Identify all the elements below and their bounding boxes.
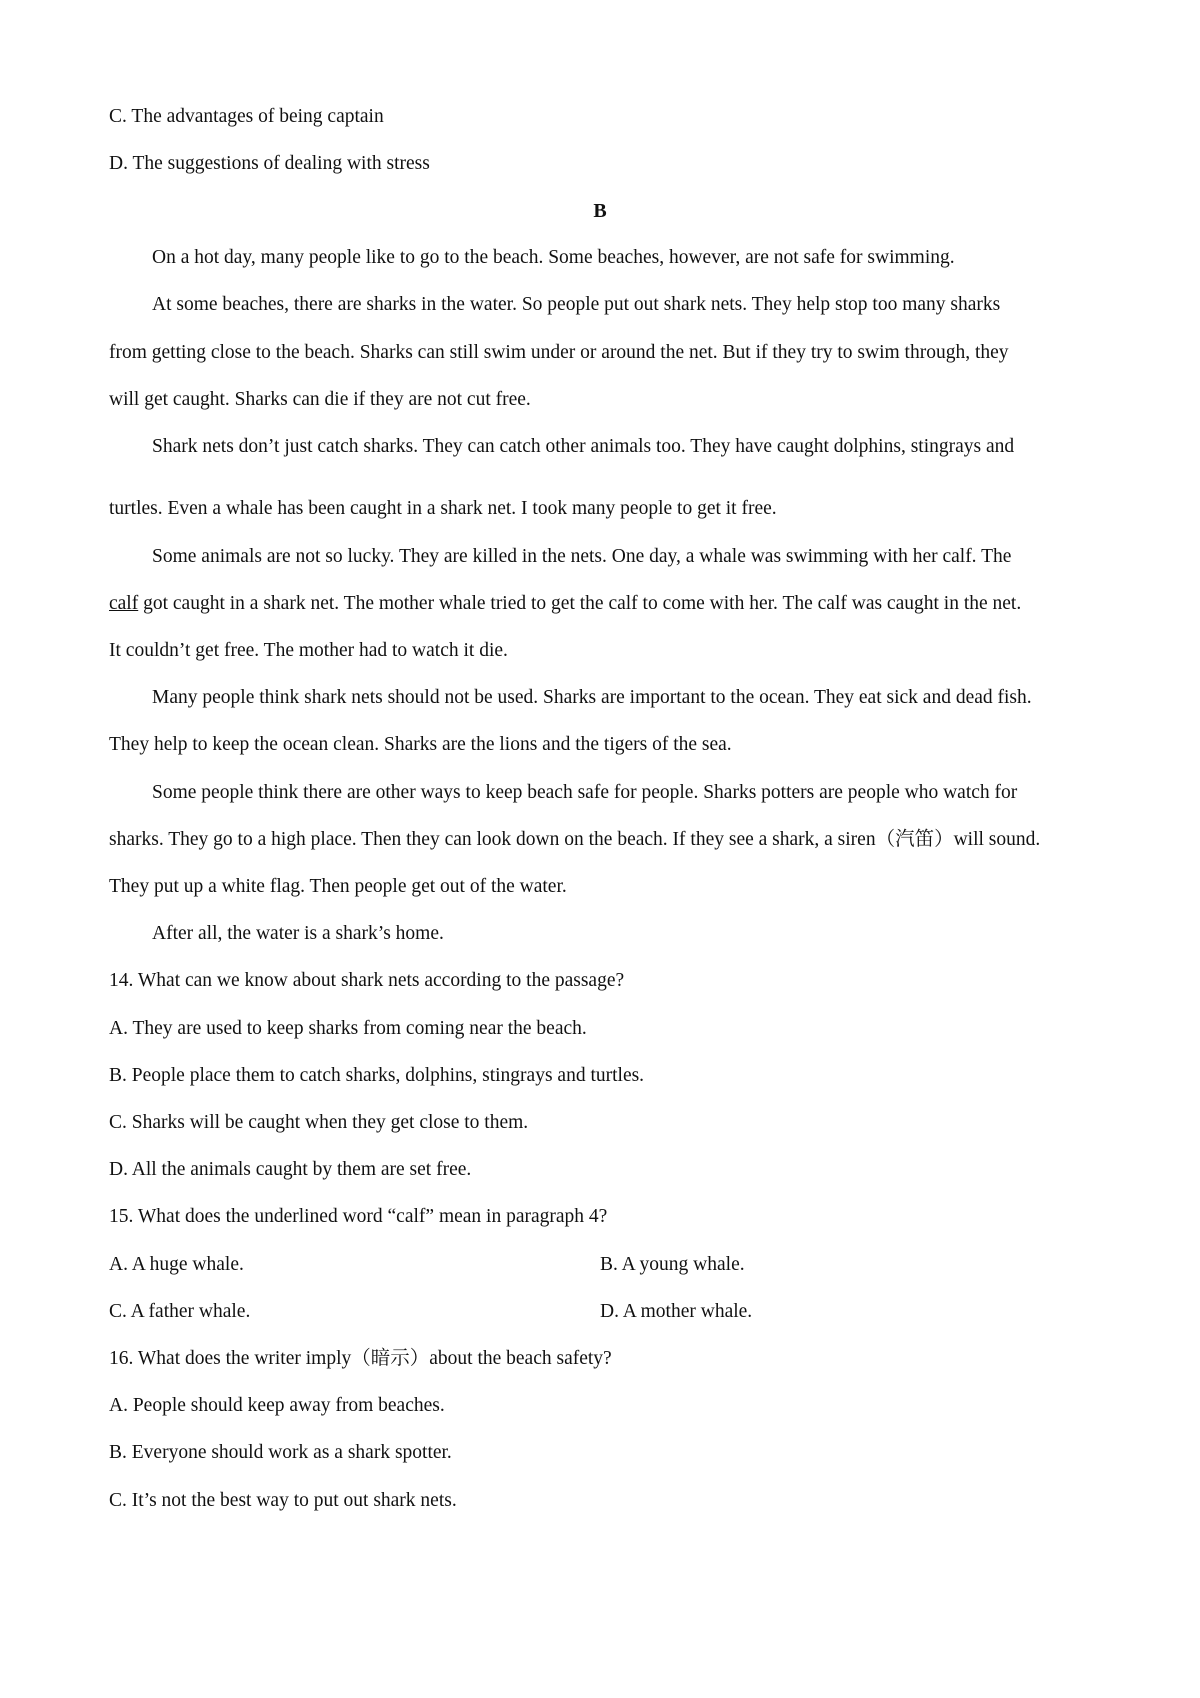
question-15-option-a: A. A huge whale.: [109, 1254, 244, 1275]
question-16-option-a: A. People should keep away from beaches.: [109, 1395, 445, 1416]
paragraph-6-line-1: Some people think there are other ways to keep beach safe for people. Sharks potters are people who watch for: [152, 782, 1018, 803]
prev-question-option-d: D. The suggestions of dealing with stress: [109, 153, 430, 174]
question-14-option-b: B. People place them to catch sharks, dolphins, stingrays and turtles.: [109, 1065, 645, 1086]
question-15-option-c: C. A father whale.: [109, 1301, 251, 1322]
paragraph-4-line-2-text: got caught in a shark net. The mother whale tried to get the calf to come with her. The calf was caught in the net.: [138, 593, 1022, 614]
paragraph-4-line-2: [109, 592, 1096, 616]
question-14-stem: 14. What can we know about shark nets according to the passage?: [109, 970, 625, 991]
paragraph-7: After all, the water is a shark’s home.: [152, 923, 444, 944]
question-15-option-d: D. A mother whale.: [600, 1301, 753, 1322]
question-16-stem: 16. What does the writer imply（暗示）about the beach safety?: [109, 1348, 612, 1369]
paragraph-4-line-1: Some animals are not so lucky. They are killed in the nets. One day, a whale was swimming with her calf. The: [152, 546, 1012, 567]
question-15-stem: 15. What does the underlined word “calf” mean in paragraph 4?: [109, 1206, 608, 1227]
paragraph-3-line-2: turtles. Even a whale has been caught in a shark net. I took many people to get it free.: [109, 498, 777, 519]
question-15-option-b: B. A young whale.: [600, 1254, 745, 1275]
question-14-option-c: C. Sharks will be caught when they get close to them.: [109, 1112, 529, 1133]
question-14-option-d: D. All the animals caught by them are set free.: [109, 1159, 472, 1180]
paragraph-2-line-3: will get caught. Sharks can die if they are not cut free.: [109, 389, 531, 410]
paragraph-5-line-2: They help to keep the ocean clean. Sharks are the lions and the tigers of the sea.: [109, 734, 732, 755]
paragraph-6-line-3: They put up a white flag. Then people get out of the water.: [109, 876, 567, 897]
underlined-word-calf: calf: [109, 593, 139, 614]
paragraph-5-line-1: Many people think shark nets should not be used. Sharks are important to the ocean. They eat sick and dead fish.: [152, 687, 1032, 708]
prev-question-option-c: C. The advantages of being captain: [109, 106, 384, 127]
question-16-option-b: B. Everyone should work as a shark spotter.: [109, 1442, 452, 1463]
paragraph-6-line-2: sharks. They go to a high place. Then they can look down on the beach. If they see a shark, a siren（汽笛）will sound.: [109, 829, 1041, 850]
paragraph-4-line-3: It couldn’t get free. The mother had to watch it die.: [109, 640, 508, 661]
question-16-option-c: C. It’s not the best way to put out shark nets.: [109, 1490, 457, 1511]
section-title: B: [593, 200, 607, 222]
paragraph-3-line-1: Shark nets don’t just catch sharks. They can catch other animals too. They have caught dolphins, stingrays and: [152, 436, 1015, 457]
paragraph-2-line-2: from getting close to the beach. Sharks can still swim under or around the net. But if they try to swim through, they: [109, 342, 1009, 363]
paragraph-2-line-1: At some beaches, there are sharks in the water. So people put out shark nets. They help stop too many sharks: [152, 294, 1001, 315]
question-14-option-a: A. They are used to keep sharks from coming near the beach.: [109, 1018, 587, 1039]
paragraph-1: On a hot day, many people like to go to the beach. Some beaches, however, are not safe for swimming.: [152, 247, 955, 268]
